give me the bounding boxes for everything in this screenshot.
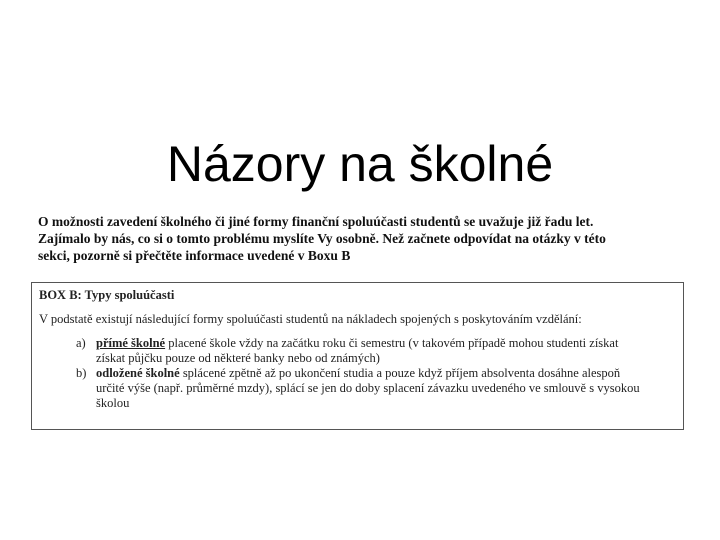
list-item-text: placené škole vždy na začátku roku či semestru (v takovém případě mohou studenti získat xyxy=(165,336,619,350)
box-title xyxy=(39,288,174,303)
intro-paragraph xyxy=(38,213,688,264)
list-item-line: určité výše (např. průměrné mzdy), splácí se jen do doby splacení závazku uvedeného ve smlouvě s vysokou xyxy=(96,381,640,395)
list-item-line xyxy=(96,336,676,351)
term-deferred-fee: odložené školné xyxy=(96,366,180,380)
list-item-text: splácené zpětně až po ukončení studia a pouze když příjem absolventa dosáhne alespoň xyxy=(179,366,621,380)
box-subtitle: Typy spoluúčasti xyxy=(84,288,175,302)
box-list xyxy=(76,336,676,411)
list-item xyxy=(76,336,676,366)
box-lead-text: V podstatě existují následující formy spoluúčasti studentů na nákladech spojených s poskytováním vzdělání: xyxy=(39,312,582,326)
intro-line: O možnosti zavedení školného či jiné formy finanční spoluúčasti studentů se uvažuje již řadu let. xyxy=(38,214,594,229)
list-item-line: školou xyxy=(96,396,130,410)
intro-line: Zajímalo by nás, co si o tomto problému myslíte Vy osobně. Než začnete odpovídat na otázky v této xyxy=(38,231,606,246)
list-item-line xyxy=(96,366,676,381)
list-marker: b) xyxy=(76,366,87,380)
box-label: BOX B: xyxy=(39,288,82,302)
intro-line: sekci, pozorně si přečtěte informace uvedené v Boxu B xyxy=(38,248,351,263)
slide-title: Názory na školné xyxy=(166,135,554,192)
box-b xyxy=(31,282,684,430)
term-direct-fee: přímé školné xyxy=(96,336,166,350)
list-item xyxy=(76,366,676,411)
list-item-line: získat půjčku pouze od některé banky nebo od známých) xyxy=(96,351,380,365)
list-marker: a) xyxy=(76,336,86,350)
